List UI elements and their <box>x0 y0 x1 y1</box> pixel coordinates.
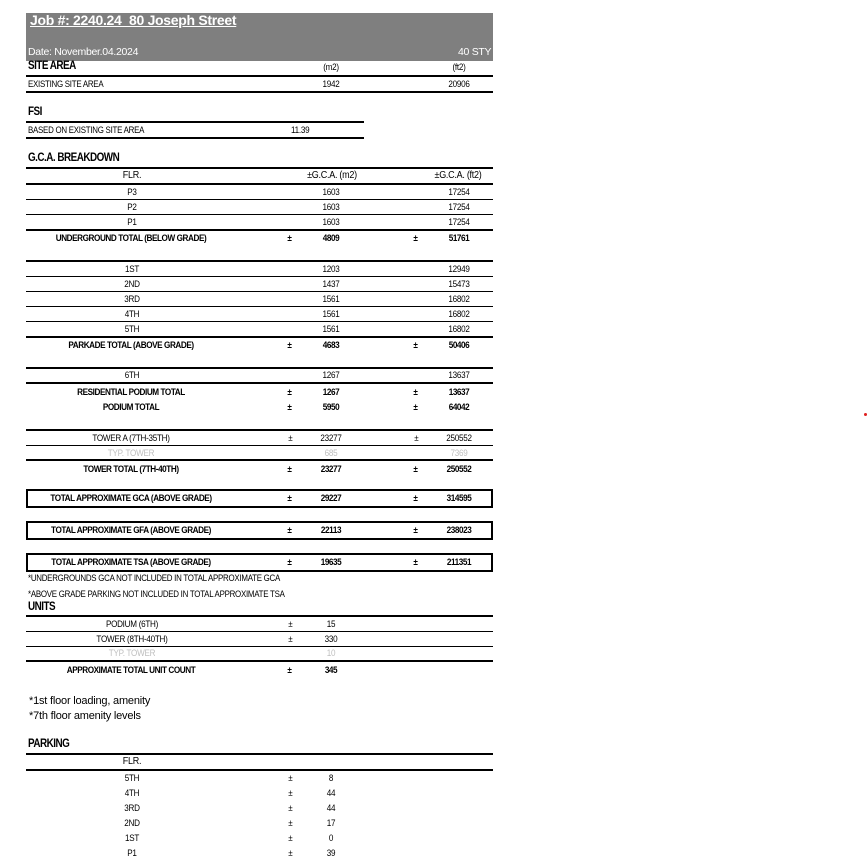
divider <box>26 382 493 384</box>
gca-row-floor: 2ND <box>124 279 140 289</box>
gca-row-floor: P2 <box>127 202 137 212</box>
divider <box>26 183 493 185</box>
podium-total-label: PODIUM TOTAL <box>102 402 160 413</box>
job-title: Job #: 2240.24_80 Joseph Street <box>30 12 237 28</box>
pm-sign: ± <box>288 773 293 783</box>
total-gfa-ft2: 238023 <box>446 525 472 536</box>
pm-sign: ± <box>287 665 292 676</box>
total-gca-m2: 29227 <box>320 493 342 504</box>
divider <box>26 769 493 771</box>
parking-row-value: 44 <box>326 788 336 798</box>
total-tsa-m2: 19635 <box>320 557 342 568</box>
tower-a-label: TOWER A (7TH-35TH) <box>92 433 170 443</box>
parking-row-value: 39 <box>326 848 336 858</box>
divider <box>26 459 493 461</box>
pm-sign: ± <box>287 557 292 568</box>
divider <box>26 336 493 338</box>
pm-sign: ± <box>288 803 293 813</box>
tower-a-m2: 23277 <box>320 433 342 443</box>
gca-row-ft2: 17254 <box>448 187 470 197</box>
gca-row-ft2: 16802 <box>448 324 470 334</box>
parking-row-value: 17 <box>326 818 336 828</box>
row-divider <box>26 306 493 307</box>
parking-heading: PARKING <box>28 738 70 750</box>
pm-sign: ± <box>288 788 293 798</box>
gca-row-floor: 1ST <box>124 264 140 274</box>
fsi-value: 11.39 <box>291 125 310 135</box>
site-area-heading: SITE AREA <box>28 60 76 72</box>
gca-row-m2: 1561 <box>322 309 340 319</box>
tower-total-ft2: 250552 <box>446 464 472 475</box>
tower-total-label: TOWER TOTAL (7TH-40TH) <box>83 464 179 475</box>
divider <box>26 429 493 431</box>
red-marker-dot <box>864 413 867 416</box>
pm-sign: ± <box>288 818 293 828</box>
units-typ-tower-value: 10 <box>326 648 336 658</box>
gca-footnote: *UNDERGROUNDS GCA NOT INCLUDED IN TOTAL APPROXIMATE GCA <box>28 573 281 583</box>
fsi-heading: FSI <box>28 106 42 118</box>
gca-row-m2: 1603 <box>322 187 340 197</box>
divider <box>26 137 364 139</box>
typ-tower-label: TYP. TOWER <box>107 448 155 458</box>
gca-ft2-header: ±G.C.A. (ft2) <box>434 170 482 181</box>
divider <box>26 167 493 169</box>
pm-sign: ± <box>288 433 293 443</box>
gca-row-floor: 3RD <box>124 294 140 304</box>
parking-row-floor: 5TH <box>124 773 140 783</box>
tower-a-ft2: 250552 <box>446 433 472 443</box>
units-heading: UNITS <box>28 601 56 613</box>
gca-row-m2: 1267 <box>322 370 340 380</box>
unit-count-total-value: 345 <box>324 665 338 676</box>
underground-total-m2: 4809 <box>322 233 340 244</box>
tower-total-m2: 23277 <box>320 464 342 475</box>
pm-sign: ± <box>287 387 292 398</box>
residential-podium-total-label: RESIDENTIAL PODIUM TOTAL <box>77 387 185 398</box>
gca-row-ft2: 17254 <box>448 202 470 212</box>
pm-sign: ± <box>287 233 292 244</box>
row-divider <box>26 321 493 322</box>
pm-sign: ± <box>287 525 292 536</box>
gca-row-ft2: 13637 <box>448 370 470 380</box>
total-tsa-ft2: 211351 <box>446 557 472 568</box>
typ-tower-m2: 685 <box>324 448 338 458</box>
parking-row-floor: P1 <box>127 848 137 858</box>
gca-row-floor: 4TH <box>124 309 140 319</box>
pm-sign: ± <box>413 340 418 351</box>
divider <box>26 367 493 369</box>
parking-row-floor: 3RD <box>124 803 140 813</box>
gca-row-floor: 5TH <box>124 324 140 334</box>
site-area-m2-header: (m2) <box>323 62 339 72</box>
underground-total-ft2: 51761 <box>448 233 470 244</box>
typ-tower-ft2: 7369 <box>450 448 468 458</box>
pm-sign: ± <box>413 402 418 413</box>
total-gca-label: TOTAL APPROXIMATE GCA (ABOVE GRADE) <box>50 493 212 504</box>
units-podium-label: PODIUM (6TH) <box>105 619 159 629</box>
divider <box>26 660 493 662</box>
units-note-loading: *1st floor loading, amenity <box>29 695 151 707</box>
row-divider <box>26 646 493 647</box>
parkade-total-label: PARKADE TOTAL (ABOVE GRADE) <box>68 340 194 351</box>
parking-row-floor: 1ST <box>124 833 140 843</box>
pm-sign: ± <box>287 402 292 413</box>
pm-sign: ± <box>287 493 292 504</box>
units-tower-value: 330 <box>324 634 338 644</box>
row-divider <box>26 631 493 632</box>
gca-row-ft2: 12949 <box>448 264 470 274</box>
row-divider <box>26 276 493 277</box>
parking-row-floor: 4TH <box>124 788 140 798</box>
parking-floor-header: FLR. <box>122 756 142 767</box>
tsa-footnote: *ABOVE GRADE PARKING NOT INCLUDED IN TOTAL APPROXIMATE TSA <box>28 589 285 599</box>
total-gfa-label: TOTAL APPROXIMATE GFA (ABOVE GRADE) <box>51 525 211 536</box>
residential-podium-total-m2: 1267 <box>322 387 340 398</box>
pm-sign: ± <box>413 233 418 244</box>
total-tsa-label: TOTAL APPROXIMATE TSA (ABOVE GRADE) <box>51 557 211 568</box>
gca-row-ft2: 16802 <box>448 309 470 319</box>
divider <box>26 229 493 231</box>
total-gfa-m2: 22113 <box>320 525 342 536</box>
units-podium-value: 15 <box>326 619 336 629</box>
units-typ-tower-label: TYP. TOWER <box>108 648 156 658</box>
total-gca-ft2: 314595 <box>446 493 472 504</box>
gca-row-ft2: 15473 <box>448 279 470 289</box>
pm-sign: ± <box>413 387 418 398</box>
divider <box>26 121 364 123</box>
pm-sign: ± <box>413 493 418 504</box>
parking-row-value: 44 <box>326 803 336 813</box>
units-tower-label: TOWER (8TH-40TH) <box>96 634 168 644</box>
pm-sign: ± <box>287 340 292 351</box>
pm-sign: ± <box>413 557 418 568</box>
podium-total-m2: 5950 <box>322 402 340 413</box>
gca-row-floor: P1 <box>127 217 137 227</box>
site-area-ft2-header: (ft2) <box>452 62 466 72</box>
underground-total-label: UNDERGROUND TOTAL (BELOW GRADE) <box>55 233 207 244</box>
gca-row-ft2: 17254 <box>448 217 470 227</box>
gca-row-m2: 1603 <box>322 217 340 227</box>
gca-row-m2: 1561 <box>322 294 340 304</box>
pm-sign: ± <box>413 464 418 475</box>
fsi-row-label: BASED ON EXISTING SITE AREA <box>28 125 145 135</box>
parking-row-floor: 2ND <box>124 818 140 828</box>
parkade-total-m2: 4683 <box>322 340 340 351</box>
pm-sign: ± <box>288 619 293 629</box>
divider <box>26 615 493 617</box>
gca-m2-header: ±G.C.A. (m2) <box>307 170 357 181</box>
storey-count: 40 STY <box>458 46 492 58</box>
existing-site-area-ft2: 20906 <box>448 79 470 89</box>
row-divider <box>26 214 493 215</box>
pm-sign: ± <box>413 525 418 536</box>
gca-row-m2: 1561 <box>322 324 340 334</box>
gca-row-m2: 1603 <box>322 202 340 212</box>
parkade-total-ft2: 50406 <box>448 340 470 351</box>
row-divider <box>26 199 493 200</box>
unit-count-total-label: APPROXIMATE TOTAL UNIT COUNT <box>66 665 196 676</box>
parking-row-value: 0 <box>328 833 334 843</box>
podium-total-ft2: 64042 <box>448 402 470 413</box>
gca-row-floor: P3 <box>127 187 137 197</box>
gca-row-ft2: 16802 <box>448 294 470 304</box>
divider <box>26 753 493 755</box>
existing-site-area-label: EXISTING SITE AREA <box>28 79 104 89</box>
gca-row-m2: 1203 <box>322 264 340 274</box>
pm-sign: ± <box>288 634 293 644</box>
gca-heading: G.C.A. BREAKDOWN <box>28 152 120 164</box>
gca-row-floor: 6TH <box>124 370 140 380</box>
pm-sign: ± <box>288 833 293 843</box>
row-divider <box>26 291 493 292</box>
divider <box>26 260 493 262</box>
residential-podium-total-ft2: 13637 <box>448 387 470 398</box>
pm-sign: ± <box>288 848 293 858</box>
units-note-amenity: *7th floor amenity levels <box>29 710 141 722</box>
parking-row-value: 8 <box>328 773 334 783</box>
row-divider <box>26 445 493 446</box>
gca-row-m2: 1437 <box>322 279 340 289</box>
gca-floor-header: FLR. <box>122 170 142 181</box>
existing-site-area-m2: 1942 <box>322 79 340 89</box>
divider <box>26 91 493 93</box>
pm-sign: ± <box>414 433 419 443</box>
pm-sign: ± <box>287 464 292 475</box>
divider <box>26 75 493 77</box>
job-date: Date: November.04.2024 <box>28 46 139 58</box>
